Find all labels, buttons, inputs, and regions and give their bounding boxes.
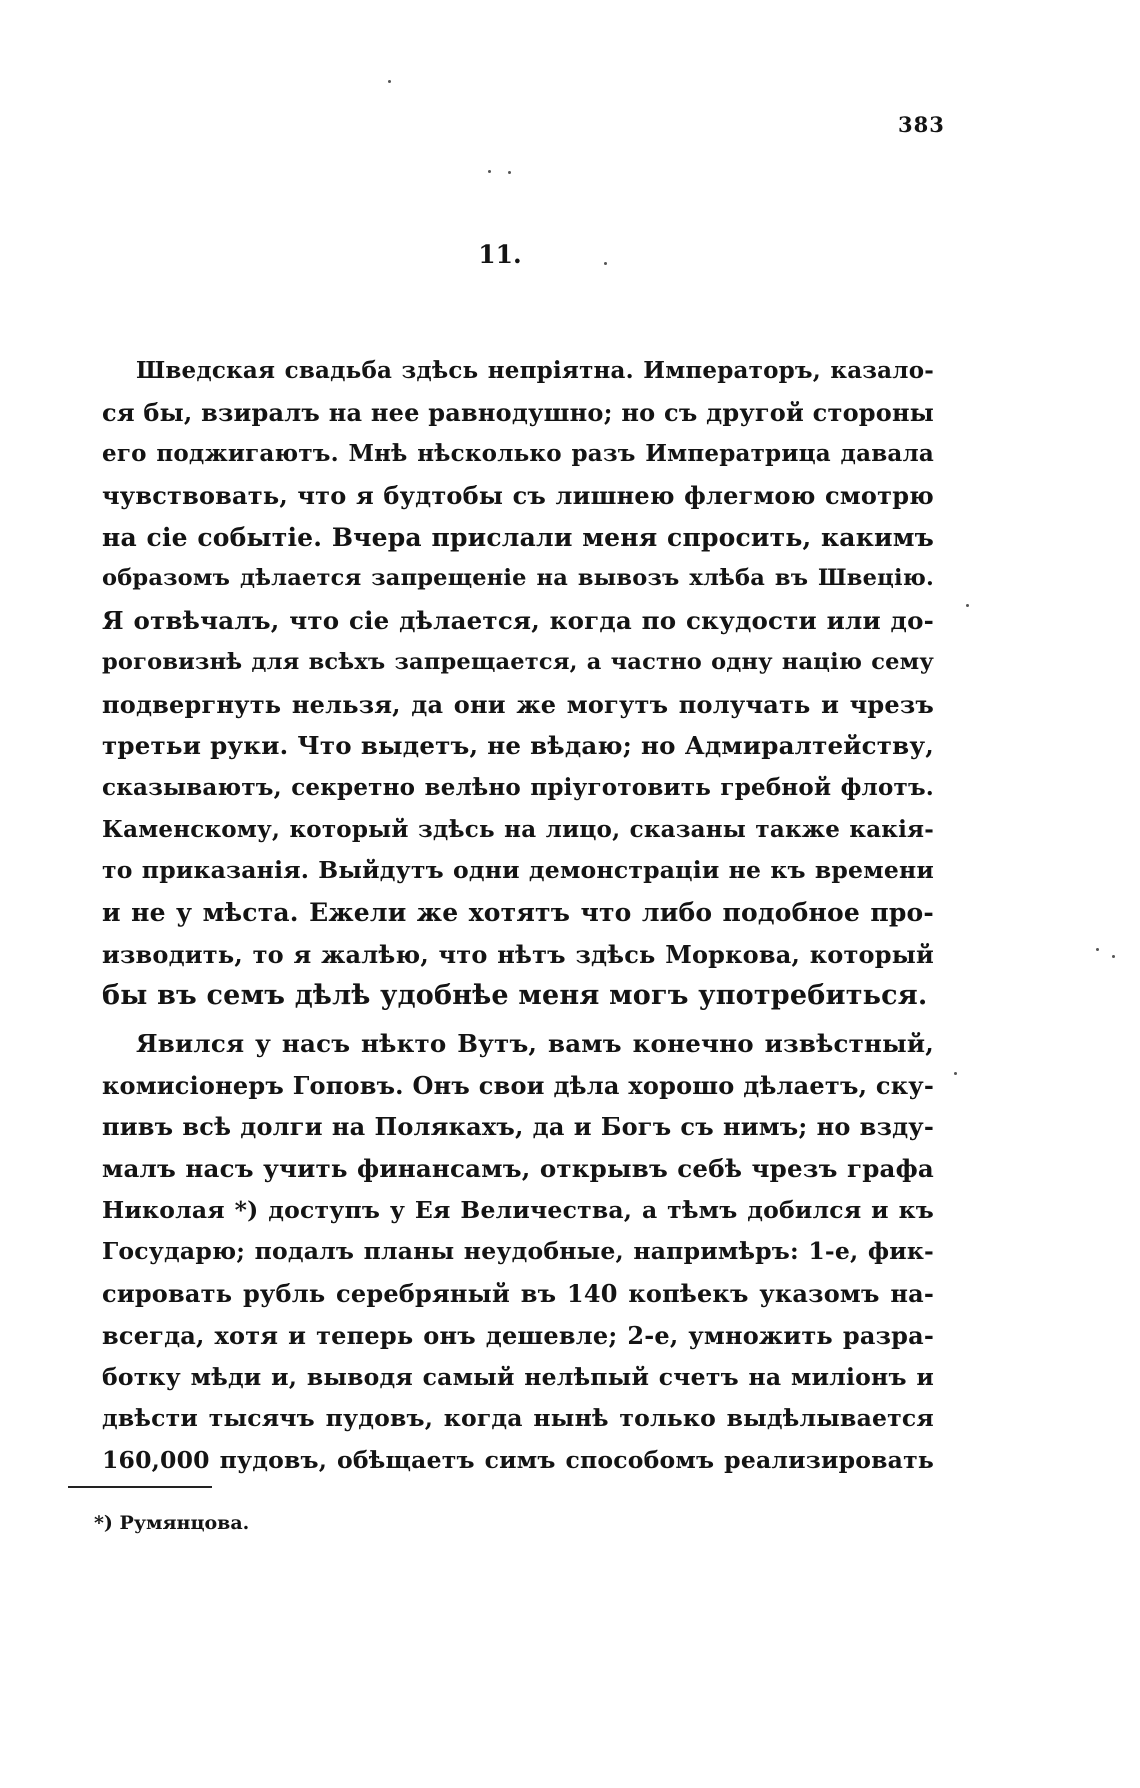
- scan-speck: [1112, 955, 1115, 958]
- text-line: пивъ всѣ долги на Полякахъ, да и Богъ съ нимъ; но взду-: [102, 1112, 934, 1142]
- scan-speck: [1096, 948, 1099, 951]
- body-text: [102, 350, 934, 1482]
- text-line: Государю; подалъ планы неудобные, напримѣръ: 1-е, фик-: [102, 1237, 934, 1266]
- text-line: 160,000 пудовъ, обѣщаетъ симъ способомъ реализировать: [102, 1445, 934, 1474]
- text-line: ся бы, взиралъ на нее равнодушно; но съ другой стороны: [102, 397, 934, 427]
- text-line: Явился у насъ нѣкто Вутъ, вамъ конечно извѣстный,: [136, 1029, 934, 1058]
- text-line: третьи руки. Что выдетъ, не вѣдаю; но Адмиралтейству,: [102, 731, 934, 761]
- text-line: комисіонеръ Гоповъ. Онъ свои дѣла хорошо дѣлаетъ, ску-: [102, 1070, 934, 1100]
- scan-speck: [388, 80, 391, 83]
- text-line: его поджигаютъ. Мнѣ нѣсколько разъ Императрица давала: [102, 440, 934, 468]
- text-line: Я отвѣчалъ, что сіе дѣлается, когда по скудости или до-: [102, 606, 934, 636]
- text-line: на сіе событіе. Вчера прислали меня спросить, какимъ: [102, 522, 934, 552]
- text-line: всегда, хотя и теперь онъ дешевле; 2-е, умножить разра-: [102, 1320, 934, 1350]
- text-line: сировать рубль серебряный въ 140 копѣекъ указомъ на-: [102, 1279, 934, 1309]
- text-line: роговизнѣ для всѣхъ запрещается, а частно одну націю сему: [102, 648, 934, 675]
- scan-speck: [604, 262, 607, 265]
- footnote: *) Румянцова.: [94, 1512, 250, 1534]
- text-line: бы въ семъ дѣлѣ удобнѣе меня могъ употребиться.: [102, 980, 928, 1012]
- section-number: 11.: [478, 240, 522, 269]
- text-line: изводить, то я жалѣю, что нѣтъ здѣсь Моркова, который: [102, 939, 934, 969]
- text-line: чувствовать, что я будтобы съ лишнею флегмою смотрю: [102, 481, 934, 511]
- footnote-divider: [68, 1486, 212, 1488]
- text-line: Шведская свадьба здѣсь непріятна. Императоръ, казало-: [136, 357, 934, 384]
- text-line: малъ насъ учить финансамъ, открывъ себѣ чрезъ графа: [102, 1154, 934, 1184]
- text-line: подвергнуть нельзя, да они же могутъ получать и чрезъ: [102, 689, 934, 719]
- text-line: Каменскому, который здѣсь на лицо, сказаны также какія-: [102, 815, 934, 843]
- scan-speck: [966, 604, 969, 607]
- scan-speck: [508, 171, 511, 174]
- page-number: 383: [898, 112, 945, 137]
- scan-speck: [954, 1072, 957, 1075]
- text-line: ботку мѣди и, выводя самый нелѣпый счетъ на миліонъ и: [102, 1362, 934, 1391]
- text-line: Николая *) доступъ у Ея Величества, а тѣмъ добился и къ: [102, 1195, 934, 1224]
- text-line: и не у мѣста. Ежели же хотятъ что либо подобное про-: [102, 897, 934, 927]
- text-line: образомъ дѣлается запрещеніе на вывозъ хлѣба въ Швецію.: [102, 565, 934, 592]
- paragraph-2: [102, 1023, 934, 1482]
- text-line: сказываютъ, секретно велѣно пріуготовить гребной флотъ.: [102, 773, 934, 801]
- text-line: двѣсти тысячъ пудовъ, когда нынѣ только выдѣлывается: [102, 1404, 934, 1433]
- text-line: то приказанія. Выйдутъ одни демонстраціи не къ времени: [102, 856, 934, 885]
- paragraph-1: [102, 350, 934, 1017]
- scan-speck: [488, 170, 491, 173]
